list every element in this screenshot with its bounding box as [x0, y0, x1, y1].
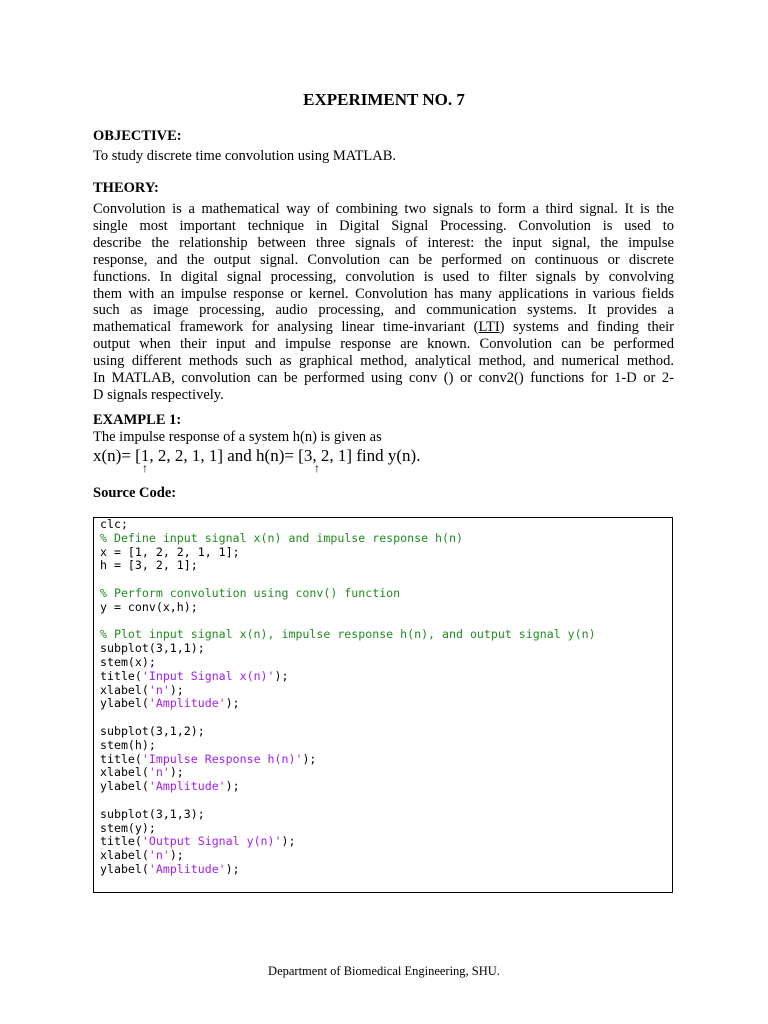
code-token: h = [3, 2, 1]; — [100, 558, 198, 573]
code-token: title( — [100, 751, 142, 766]
theory-line: using different methods such as graphical method, analytical method, and numerical method. — [93, 353, 674, 370]
code-line — [100, 849, 596, 863]
origin-arrow-icon: ↑ — [142, 461, 148, 475]
theory-text: mathematical framework for analysing linear time-invariant ( — [93, 319, 479, 336]
code-token: subplot(3,1,3); — [100, 806, 205, 821]
code-string: 'Input Signal x(n)' — [141, 668, 275, 683]
code-string: 'n' — [148, 765, 170, 780]
code-blank-line — [100, 711, 596, 725]
code-string: 'n' — [148, 848, 170, 863]
code-comment: % Define input signal x(n) and impulse response h(n) — [100, 530, 463, 545]
code-line — [100, 601, 596, 615]
code-string: 'Amplitude' — [148, 779, 226, 794]
code-comment: % Perform convolution using conv() function — [100, 585, 401, 600]
code-token: stem(h); — [100, 737, 156, 752]
code-token: title( — [100, 668, 142, 683]
code-token: ); — [225, 696, 240, 711]
theory-line: Convolution is a mathematical way of combining two signals to form a third signal. It is the — [93, 201, 674, 217]
theory-line: response, and the output signal. Convolution can be performed on continuous or discrete — [93, 251, 674, 268]
theory-line: functions. In digital signal processing, convolution is used to filter signals by convolving — [93, 268, 674, 285]
code-line — [100, 835, 596, 849]
origin-arrow-icon: ↑ — [314, 461, 320, 475]
code-token: ); — [225, 779, 240, 794]
objective-heading: OBJECTIVE: — [93, 128, 182, 144]
code-line — [100, 559, 596, 573]
code-token: y = conv(x,h); — [100, 599, 198, 614]
source-code-heading: Source Code: — [93, 485, 177, 501]
code-line — [100, 587, 596, 601]
code-string: 'Output Signal y(n)' — [141, 834, 282, 849]
code-line — [100, 697, 596, 711]
code-token: xlabel( — [100, 848, 149, 863]
code-token: xlabel( — [100, 765, 149, 780]
code-token: ); — [169, 848, 184, 863]
theory-line-lti — [93, 319, 674, 336]
theory-line: output when their input and impulse response are known. Convolution can be performed — [93, 336, 674, 353]
code-line — [100, 808, 596, 822]
code-token: ); — [302, 751, 317, 766]
theory-paragraph — [93, 201, 674, 404]
code-line — [100, 725, 596, 739]
theory-line: describe the relationship between three signals of interest: the input signal, the impulse — [93, 234, 674, 251]
code-token: subplot(3,1,1); — [100, 641, 205, 656]
example-intro: The impulse response of a system h(n) is given as — [93, 429, 382, 445]
theory-line: such as image processing, audio processing, and communication systems. It provides a — [93, 302, 674, 319]
page-footer: Department of Biomedical Engineering, SHU. — [268, 964, 500, 978]
code-token: xlabel( — [100, 682, 149, 697]
code-token: ); — [281, 834, 296, 849]
lti-abbreviation: LTI — [478, 319, 500, 336]
code-line — [100, 642, 596, 656]
example-equation: x(n)= [1, 2, 2, 1, 1] and h(n)= [3, 2, 1] find y(n). — [93, 446, 421, 465]
page-title: EXPERIMENT NO. 7 — [303, 90, 465, 109]
code-string: 'Amplitude' — [148, 696, 226, 711]
code-block — [93, 517, 673, 893]
theory-line: single most important technique in Digital Signal Processing. Convolution is used to — [93, 217, 674, 234]
code-comment: % Plot input signal x(n), impulse response h(n), and output signal y(n) — [100, 627, 596, 642]
code-token: x = [1, 2, 2, 1, 1]; — [100, 544, 240, 559]
code-listing — [100, 518, 596, 877]
code-line — [100, 739, 596, 753]
code-token: clc; — [100, 517, 128, 531]
code-string: 'n' — [148, 682, 170, 697]
objective-text: To study discrete time convolution using MATLAB. — [93, 148, 397, 164]
code-line — [100, 656, 596, 670]
theory-text: ) systems and finding their — [499, 319, 674, 336]
code-string: 'Impulse Response h(n)' — [141, 751, 303, 766]
code-line — [100, 766, 596, 780]
theory-line: In MATLAB, convolution can be performed using conv () or conv2() functions for 1-D or 2- — [93, 370, 674, 387]
code-line — [100, 628, 596, 642]
code-line — [100, 670, 596, 684]
code-token: subplot(3,1,2); — [100, 723, 205, 738]
example-heading: EXAMPLE 1: — [93, 412, 182, 428]
code-token: title( — [100, 834, 142, 849]
theory-line: them with an impulse response or kernel. Convolution has many applications in various fields — [93, 285, 674, 302]
code-blank-line — [100, 615, 596, 629]
code-token: ); — [169, 765, 184, 780]
code-blank-line — [100, 794, 596, 808]
code-line — [100, 863, 596, 877]
code-token: ); — [225, 861, 240, 876]
code-token: stem(y); — [100, 820, 156, 835]
theory-line: D signals respectively. — [93, 386, 224, 403]
code-line — [100, 822, 596, 836]
code-line — [100, 684, 596, 698]
code-token: ylabel( — [100, 779, 149, 794]
code-token: ylabel( — [100, 696, 149, 711]
code-blank-line — [100, 573, 596, 587]
code-line — [100, 780, 596, 794]
theory-heading: THEORY: — [93, 180, 159, 196]
code-string: 'Amplitude' — [148, 861, 226, 876]
code-line — [100, 753, 596, 767]
code-line — [100, 546, 596, 560]
code-token: ylabel( — [100, 861, 149, 876]
code-line — [100, 518, 596, 532]
code-token: ); — [169, 682, 184, 697]
code-token: ); — [274, 668, 289, 683]
code-line — [100, 532, 596, 546]
code-token: stem(x); — [100, 654, 156, 669]
